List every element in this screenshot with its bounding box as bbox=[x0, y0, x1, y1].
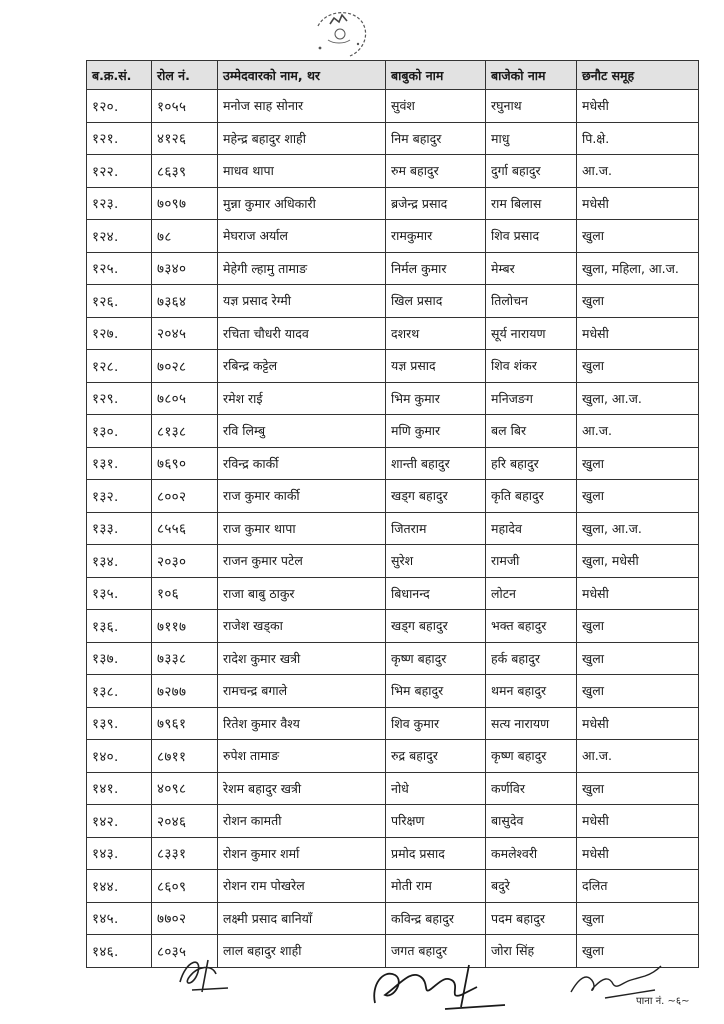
serial-cell: १३३. bbox=[87, 512, 152, 545]
table-row bbox=[87, 642, 699, 675]
name-cell: महेन्द्र बहादुर शाही bbox=[218, 122, 386, 155]
name-cell: मुन्ना कुमार अधिकारी bbox=[218, 187, 386, 220]
father-cell: खड्ग बहादुर bbox=[386, 610, 486, 643]
grandfather-cell: कृति बहादुर bbox=[486, 480, 577, 513]
grandfather-cell: मनिजङग bbox=[486, 382, 577, 415]
father-cell: जितराम bbox=[386, 512, 486, 545]
grandfather-cell: शिव शंकर bbox=[486, 350, 577, 383]
serial-cell: १२३. bbox=[87, 187, 152, 220]
serial-cell: १४२. bbox=[87, 805, 152, 838]
table-row bbox=[87, 447, 699, 480]
name-cell: रवि लिम्बु bbox=[218, 415, 386, 448]
father-cell: रामकुमार bbox=[386, 220, 486, 253]
serial-cell: १४४. bbox=[87, 870, 152, 903]
table-row bbox=[87, 902, 699, 935]
name-cell: राजन कुमार पटेल bbox=[218, 545, 386, 578]
table-row bbox=[87, 480, 699, 513]
group-cell: खुला bbox=[577, 610, 699, 643]
roll-cell: ७९६१ bbox=[152, 707, 218, 740]
group-cell: आ.ज. bbox=[577, 415, 699, 448]
table-row bbox=[87, 350, 699, 383]
grandfather-cell: बल बिर bbox=[486, 415, 577, 448]
header-serial: ब.क्र.सं. bbox=[87, 61, 152, 90]
father-cell: निर्मल कुमार bbox=[386, 252, 486, 285]
roll-cell: ७३६४ bbox=[152, 285, 218, 318]
grandfather-cell: तिलोचन bbox=[486, 285, 577, 318]
group-cell: मधेसी bbox=[577, 187, 699, 220]
father-cell: नोधे bbox=[386, 772, 486, 805]
table-row bbox=[87, 870, 699, 903]
roll-cell: ७७०२ bbox=[152, 902, 218, 935]
name-cell: लाल बहादुर शाही bbox=[218, 935, 386, 968]
father-cell: भिम कुमार bbox=[386, 382, 486, 415]
grandfather-cell: सूर्य नारायण bbox=[486, 317, 577, 350]
serial-cell: १३५. bbox=[87, 577, 152, 610]
name-cell: रचिता चौधरी यादव bbox=[218, 317, 386, 350]
name-cell: रमेश राई bbox=[218, 382, 386, 415]
roll-cell: २०४६ bbox=[152, 805, 218, 838]
roll-cell: १०६ bbox=[152, 577, 218, 610]
roll-cell: ४०९८ bbox=[152, 772, 218, 805]
name-cell: राज कुमार थापा bbox=[218, 512, 386, 545]
roll-cell: ८७११ bbox=[152, 740, 218, 773]
name-cell: रेशम बहादुर खत्री bbox=[218, 772, 386, 805]
table-row bbox=[87, 317, 699, 350]
father-cell: सुरेश bbox=[386, 545, 486, 578]
table-row bbox=[87, 577, 699, 610]
name-cell: रविन्द्र कार्की bbox=[218, 447, 386, 480]
table-row bbox=[87, 545, 699, 578]
roll-cell: ७६९० bbox=[152, 447, 218, 480]
table-row bbox=[87, 707, 699, 740]
group-cell: खुला bbox=[577, 220, 699, 253]
father-cell: सुवंश bbox=[386, 90, 486, 123]
group-cell: दलित bbox=[577, 870, 699, 903]
page-number: पाना नं. ~६~ bbox=[636, 996, 690, 1007]
group-cell: खुला bbox=[577, 935, 699, 968]
serial-cell: १४१. bbox=[87, 772, 152, 805]
grandfather-cell: हर्क बहादुर bbox=[486, 642, 577, 675]
header-selection-group: छनौट समूह bbox=[577, 61, 699, 90]
father-cell: यज्ञ प्रसाद bbox=[386, 350, 486, 383]
grandfather-cell: कृष्ण बहादुर bbox=[486, 740, 577, 773]
group-cell: खुला, मधेसी bbox=[577, 545, 699, 578]
name-cell: मेहेगी ल्हामु तामाङ bbox=[218, 252, 386, 285]
serial-cell: १२९. bbox=[87, 382, 152, 415]
serial-cell: १४६. bbox=[87, 935, 152, 968]
name-cell: मनोज साह सोनार bbox=[218, 90, 386, 123]
group-cell: मधेसी bbox=[577, 707, 699, 740]
table-row bbox=[87, 220, 699, 253]
table-row bbox=[87, 155, 699, 188]
name-cell: राजेश खड्का bbox=[218, 610, 386, 643]
grandfather-cell: महादेव bbox=[486, 512, 577, 545]
name-cell: रितेश कुमार वैश्य bbox=[218, 707, 386, 740]
table-row bbox=[87, 90, 699, 123]
roll-cell: ८००२ bbox=[152, 480, 218, 513]
grandfather-cell: जोरा सिंह bbox=[486, 935, 577, 968]
roll-cell: ८०३५ bbox=[152, 935, 218, 968]
name-cell: राज कुमार कार्की bbox=[218, 480, 386, 513]
father-cell: मणि कुमार bbox=[386, 415, 486, 448]
serial-cell: १३४. bbox=[87, 545, 152, 578]
name-cell: रोशन राम पोखरेल bbox=[218, 870, 386, 903]
group-cell: खुला bbox=[577, 480, 699, 513]
roll-cell: ८१३८ bbox=[152, 415, 218, 448]
group-cell: मधेसी bbox=[577, 837, 699, 870]
father-cell: कृष्ण बहादुर bbox=[386, 642, 486, 675]
header-roll: रोल नं. bbox=[152, 61, 218, 90]
table-row bbox=[87, 252, 699, 285]
serial-cell: १४५. bbox=[87, 902, 152, 935]
table-header-row bbox=[87, 61, 699, 90]
roll-cell: ८६३९ bbox=[152, 155, 218, 188]
header-candidate-name: उम्मेदवारको नाम, थर bbox=[218, 61, 386, 90]
name-cell: लक्ष्मी प्रसाद बानियाँ bbox=[218, 902, 386, 935]
table-row bbox=[87, 382, 699, 415]
table-row bbox=[87, 772, 699, 805]
name-cell: यज्ञ प्रसाद रेग्मी bbox=[218, 285, 386, 318]
roll-cell: १०५५ bbox=[152, 90, 218, 123]
group-cell: मधेसी bbox=[577, 90, 699, 123]
father-cell: ब्रजेन्द्र प्रसाद bbox=[386, 187, 486, 220]
roll-cell: ८३३१ bbox=[152, 837, 218, 870]
serial-cell: १२६. bbox=[87, 285, 152, 318]
serial-cell: १३९. bbox=[87, 707, 152, 740]
grandfather-cell: मेम्बर bbox=[486, 252, 577, 285]
serial-cell: १३८. bbox=[87, 675, 152, 708]
serial-cell: १२२. bbox=[87, 155, 152, 188]
father-cell: परिक्षण bbox=[386, 805, 486, 838]
table-row bbox=[87, 805, 699, 838]
grandfather-cell: माधु bbox=[486, 122, 577, 155]
father-cell: खड्ग बहादुर bbox=[386, 480, 486, 513]
father-cell: निम बहादुर bbox=[386, 122, 486, 155]
grandfather-cell: कमलेश्वरी bbox=[486, 837, 577, 870]
father-cell: जगत बहादुर bbox=[386, 935, 486, 968]
group-cell: आ.ज. bbox=[577, 740, 699, 773]
grandfather-cell: शिव प्रसाद bbox=[486, 220, 577, 253]
grandfather-cell: सत्य नारायण bbox=[486, 707, 577, 740]
group-cell: खुला bbox=[577, 642, 699, 675]
header-father-name: बाबुको नाम bbox=[386, 61, 486, 90]
group-cell: खुला bbox=[577, 902, 699, 935]
father-cell: खिल प्रसाद bbox=[386, 285, 486, 318]
serial-cell: १३६. bbox=[87, 610, 152, 643]
header-grandfather-name: बाजेको नाम bbox=[486, 61, 577, 90]
group-cell: खुला bbox=[577, 675, 699, 708]
grandfather-cell: बासुदेव bbox=[486, 805, 577, 838]
table-row bbox=[87, 610, 699, 643]
group-cell: खुला bbox=[577, 285, 699, 318]
table-row bbox=[87, 512, 699, 545]
serial-cell: १४३. bbox=[87, 837, 152, 870]
roll-cell: ७३३८ bbox=[152, 642, 218, 675]
father-cell: शिव कुमार bbox=[386, 707, 486, 740]
group-cell: खुला, आ.ज. bbox=[577, 512, 699, 545]
grandfather-cell: कर्णविर bbox=[486, 772, 577, 805]
group-cell: आ.ज. bbox=[577, 155, 699, 188]
serial-cell: १२७. bbox=[87, 317, 152, 350]
father-cell: बिधानन्द bbox=[386, 577, 486, 610]
name-cell: राजा बाबु ठाकुर bbox=[218, 577, 386, 610]
grandfather-cell: हरि बहादुर bbox=[486, 447, 577, 480]
name-cell: माधव थापा bbox=[218, 155, 386, 188]
table-row bbox=[87, 187, 699, 220]
table-row bbox=[87, 675, 699, 708]
name-cell: रुपेश तामाङ bbox=[218, 740, 386, 773]
group-cell: मधेसी bbox=[577, 317, 699, 350]
serial-cell: १३२. bbox=[87, 480, 152, 513]
grandfather-cell: लोटन bbox=[486, 577, 577, 610]
roll-cell: २०३० bbox=[152, 545, 218, 578]
roll-cell: ७८ bbox=[152, 220, 218, 253]
office-seal-stamp bbox=[300, 4, 380, 64]
serial-cell: १३७. bbox=[87, 642, 152, 675]
table-row bbox=[87, 740, 699, 773]
name-cell: रबिन्द्र कट्टेल bbox=[218, 350, 386, 383]
candidate-results-table bbox=[86, 60, 699, 968]
signature-mark-2 bbox=[365, 955, 515, 1013]
roll-cell: २०४५ bbox=[152, 317, 218, 350]
grandfather-cell: रामजी bbox=[486, 545, 577, 578]
group-cell: खुला, महिला, आ.ज. bbox=[577, 252, 699, 285]
group-cell: पि.क्षे. bbox=[577, 122, 699, 155]
group-cell: खुला bbox=[577, 772, 699, 805]
serial-cell: १२०. bbox=[87, 90, 152, 123]
table-row bbox=[87, 122, 699, 155]
group-cell: खुला bbox=[577, 350, 699, 383]
roll-cell: ७८०५ bbox=[152, 382, 218, 415]
group-cell: मधेसी bbox=[577, 805, 699, 838]
roll-cell: ७३४० bbox=[152, 252, 218, 285]
group-cell: मधेसी bbox=[577, 577, 699, 610]
grandfather-cell: राम बिलास bbox=[486, 187, 577, 220]
serial-cell: १२५. bbox=[87, 252, 152, 285]
serial-cell: १३१. bbox=[87, 447, 152, 480]
name-cell: रोशन कामती bbox=[218, 805, 386, 838]
roll-cell: ७०९७ bbox=[152, 187, 218, 220]
group-cell: खुला bbox=[577, 447, 699, 480]
father-cell: रुम बहादुर bbox=[386, 155, 486, 188]
serial-cell: १४०. bbox=[87, 740, 152, 773]
name-cell: मेघराज अर्याल bbox=[218, 220, 386, 253]
serial-cell: १२८. bbox=[87, 350, 152, 383]
roll-cell: ८५५६ bbox=[152, 512, 218, 545]
serial-cell: १२४. bbox=[87, 220, 152, 253]
roll-cell: ७०२८ bbox=[152, 350, 218, 383]
grandfather-cell: दुर्गा बहादुर bbox=[486, 155, 577, 188]
name-cell: रादेश कुमार खत्री bbox=[218, 642, 386, 675]
father-cell: दशरथ bbox=[386, 317, 486, 350]
grandfather-cell: बदुरे bbox=[486, 870, 577, 903]
father-cell: प्रमोद प्रसाद bbox=[386, 837, 486, 870]
grandfather-cell: रघुनाथ bbox=[486, 90, 577, 123]
roll-cell: ७११७ bbox=[152, 610, 218, 643]
roll-cell: ८६०९ bbox=[152, 870, 218, 903]
grandfather-cell: पदम बहादुर bbox=[486, 902, 577, 935]
table-row bbox=[87, 285, 699, 318]
roll-cell: ४१२६ bbox=[152, 122, 218, 155]
name-cell: रोशन कुमार शर्मा bbox=[218, 837, 386, 870]
name-cell: रामचन्द्र बगाले bbox=[218, 675, 386, 708]
father-cell: रुद्र बहादुर bbox=[386, 740, 486, 773]
group-cell: खुला, आ.ज. bbox=[577, 382, 699, 415]
serial-cell: १२१. bbox=[87, 122, 152, 155]
signature-mark-1 bbox=[172, 952, 234, 994]
father-cell: मोती राम bbox=[386, 870, 486, 903]
serial-cell: १३०. bbox=[87, 415, 152, 448]
table-row bbox=[87, 415, 699, 448]
table-row bbox=[87, 837, 699, 870]
father-cell: शान्ती बहादुर bbox=[386, 447, 486, 480]
father-cell: भिम बहादुर bbox=[386, 675, 486, 708]
grandfather-cell: थमन बहादुर bbox=[486, 675, 577, 708]
roll-cell: ७२७७ bbox=[152, 675, 218, 708]
grandfather-cell: भक्त बहादुर bbox=[486, 610, 577, 643]
father-cell: कविन्द्र बहादुर bbox=[386, 902, 486, 935]
